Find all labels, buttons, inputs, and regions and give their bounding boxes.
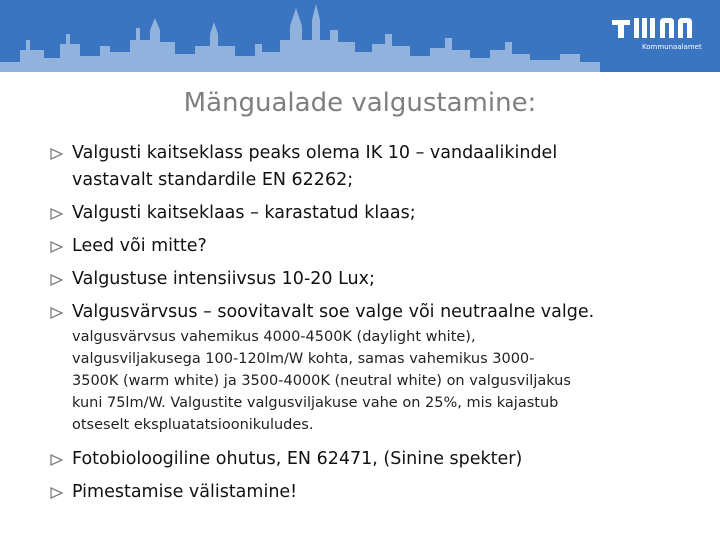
bullet-item <box>50 233 710 260</box>
bullet-arrow-icon <box>50 486 64 500</box>
bullet-text: Valgustuse intensiivsus 10-20 Lux; <box>72 269 375 289</box>
detail-line: otseselt ekspluatatsioonikuludes. <box>72 417 314 433</box>
bullet-text: Pimestamise välistamine! <box>72 482 298 502</box>
bullet-text: Valgusti kaitseklaas – karastatud klaas; <box>72 203 416 223</box>
detail-line: kuni 75lm/W. Valgustite valgusviljakuse vahe on 25%, mis kajastub <box>72 395 559 411</box>
logo-subtitle: Kommunaalamet <box>642 43 702 51</box>
bullet-item <box>50 479 710 506</box>
bullet-arrow-icon <box>50 240 64 254</box>
bullet-item <box>50 299 710 326</box>
bullet-arrow-icon <box>50 306 64 320</box>
bullet-text: Fotobioloogiline ohutus, EN 62471, (Sinine spekter) <box>72 449 523 469</box>
header-banner <box>0 0 720 72</box>
bullet-item <box>50 140 710 194</box>
bullet-arrow-icon <box>50 273 64 287</box>
bullet-arrow-icon <box>50 453 64 467</box>
bullet-item <box>50 446 710 473</box>
detail-line: 3500K (warm white) ja 3500-4000K (neutral white) on valgusviljakus <box>72 373 571 389</box>
bullet-arrow-icon <box>50 147 64 161</box>
bullet-item <box>50 266 710 293</box>
bullet-text: Valgusvärvsus – soovitavalt soe valge või neutraalne valge. <box>72 302 595 322</box>
bullet-text-continued: vastavalt standardile EN 62262; <box>72 170 354 190</box>
detail-line: valgusviljakusega 100-120lm/W kohta, samas vahemikus 3000- <box>72 351 535 367</box>
detail-line: valgusvärvsus vahemikus 4000-4500K (daylight white), <box>72 329 476 345</box>
slide-title: Mängualade valgustamine: <box>183 88 537 118</box>
bullet-arrow-icon <box>50 207 64 221</box>
tallinn-logo <box>612 14 708 54</box>
slide-content <box>50 140 710 506</box>
bullet-item <box>50 200 710 227</box>
tallinn-skyline-icon <box>0 0 600 72</box>
tallinn-logo-icon <box>612 14 708 40</box>
detail-paragraph <box>72 326 692 436</box>
bullet-text: Valgusti kaitseklass peaks olema IK 10 – vandaalikindel <box>72 143 558 163</box>
bullet-text: Leed või mitte? <box>72 236 207 256</box>
